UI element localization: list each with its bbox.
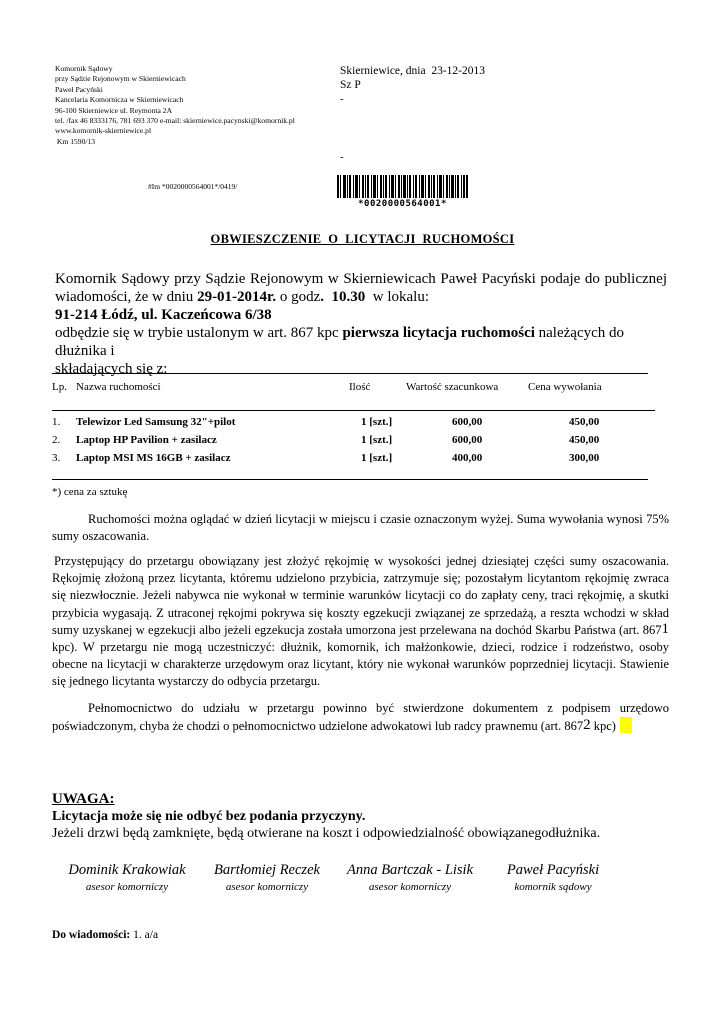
proxy-paragraph [52, 700, 669, 735]
table-cell-lp: 3. [52, 452, 61, 464]
intro-text: . [320, 289, 332, 305]
sender-line: przy Sądzie Rejonowym w Skierniewicach [55, 74, 186, 84]
signature-block [473, 862, 633, 893]
intro-line: Komornik Sądowy przy Sądzie Rejonowym w Skierniewicach Paweł Pacyński podaje do publicznej [55, 271, 667, 287]
notice-line: Jeżeli drzwi będą zamknięte, będą otwierane na koszt i odpowiedzialność obowiązanegodłużnika. [52, 826, 601, 841]
sender-line: Kancelaria Komornicza w Skierniewicach [55, 95, 184, 105]
table-cell-price: 450,00 [569, 434, 600, 446]
notice-heading: UWAGA: [52, 791, 115, 807]
sender-line: www.komornik-skierniewice.pl [55, 126, 152, 136]
table-cell-lp: 2. [52, 434, 61, 446]
intro-line: składających się z: [55, 361, 168, 377]
intro-line [55, 288, 667, 306]
column-header-lp: Lp. [52, 381, 67, 393]
signature-block [330, 862, 490, 893]
signatory-name: Dominik Krakowiak [68, 862, 186, 878]
sender-line: Paweł Pacyński [55, 84, 103, 94]
table-cell-value: 600,00 [452, 434, 483, 446]
auction-address: 91-214 Łódź, ul. Kaczeńcowa 6/38 [55, 307, 272, 323]
auction-time: 10.30 [331, 289, 366, 305]
table-cell-qty: 1 [szt.] [361, 452, 393, 464]
signatory-role: komornik sądowy [514, 881, 592, 893]
distribution-line [52, 929, 158, 941]
table-cell-name: Laptop HP Pavilion + zasilacz [76, 434, 217, 446]
dash-mark: - [340, 151, 344, 163]
reference: Sz P [340, 79, 361, 91]
intro-line [55, 324, 667, 360]
table-cell-name: Laptop MSI MS 16GB + zasilacz [76, 452, 231, 464]
table-cell-price: 450,00 [569, 416, 600, 428]
signatory-role: asesor komorniczy [225, 881, 309, 893]
distribution-label: Do wiadomości: [52, 929, 131, 941]
auction-type: pierwsza licytacja ruchomości [342, 325, 535, 341]
signatory-role: asesor komorniczy [368, 881, 452, 893]
table-cell-price: 300,00 [569, 452, 600, 464]
intro-text: w lokalu: [365, 289, 430, 305]
signature-block [47, 862, 207, 893]
signatory-role: asesor komorniczy [85, 881, 169, 893]
intro-text: o godz [276, 289, 321, 305]
table-cell-value: 600,00 [452, 416, 483, 428]
column-header-value: Wartość szacunkowa [406, 381, 499, 393]
table-top-rule [52, 373, 648, 374]
paragraph-text: Przystępujący do przetargu obowiązany jest złożyć rękojmię w wysokości jednej dziesiątej części sumy oszacowania. Rękojmię złożoną przez licytanta, któremu udzielono przybicia, zatrzymuje się; pozostałym licytantom rękojmię zwraca się niezwłocznie. Jeżeli nabywca nie wykonał w terminie warunków licytacji co do zapłaty ceny, traci rękojmię, a skutki przybicia wygasają. Z utraconej rękojmi pokrywa się koszty egzekucji związanej ze sprzedażą, a reszta wchodzi w skład sumy uzyskanej w egzekucji albo jeżeli egzekucja została umorzona jest przelewana na dochód Skarbu Państwa (art. 867 [52, 554, 669, 637]
table-bottom-rule [52, 479, 648, 480]
sender-line: 96-100 Skierniewice ul. Reymonta 2A [55, 105, 173, 115]
barcode-reference: #Im *0020000564001*/0419/ [148, 182, 238, 191]
signature-block [187, 862, 347, 893]
paragraph-text: kpc) [590, 719, 616, 734]
paragraph-text: Pełnomocnictwo do udziału w przetargu powinno być stwierdzone dokumentem z podpisem urzędowo poświadczonym, chyba że chodzi o pełnomocnictwo udzielone adwokatowi lub radcy prawnemu (art. 867 [52, 701, 669, 734]
price-note: *) cena za sztukę [52, 486, 128, 498]
table-cell-lp: 1. [52, 416, 61, 428]
sender-line: Komornik Sądowy [55, 64, 113, 73]
document-title: OBWIESZCZENIE O LICYTACJI RUCHOMOŚCI [210, 232, 515, 246]
intro-text: należących do dłużnika i [55, 325, 625, 359]
paragraph-text: kpc). W przetargu nie mogą uczestniczyć: dłużnik, komornik, ich małżonkowie, dzieci, rodzice i rodzeństwo, osoby obecne na licytacji w charakterze urzędowym oraz licytant, który nie wykonał warunków poprzedniej licytacji. Stawienie się jednego licytanta wystarczy do odbycia przetargu. [52, 640, 669, 689]
intro-text: wiadomości, że w dniu [55, 289, 198, 305]
article-superscript: 2 [583, 717, 591, 734]
viewing-paragraph [52, 511, 669, 545]
column-header-qty: Ilość [349, 381, 371, 393]
signatory-name: Anna Bartczak - Lisik [346, 862, 474, 878]
signatory-name: Bartłomiej Reczek [214, 862, 320, 878]
signatory-name: Paweł Pacyński [506, 862, 600, 878]
table-cell-qty: 1 [szt.] [361, 434, 393, 446]
deposit-paragraph [52, 553, 669, 691]
barcode-text: *0020000564001* [358, 199, 447, 209]
sender-line: tel. /fax 46 8333176, 781 693 370 e-mail: skierniewice.pacynski@komornik.pl [55, 116, 295, 126]
dash-mark: - [340, 93, 344, 105]
intro-text: odbędzie się w trybie ustalonym w art. 867 kpc [55, 325, 343, 341]
highlight-mark [620, 717, 632, 733]
table-cell-value: 400,00 [452, 452, 483, 464]
notice-line: Licytacja może się nie odbyć bez podania przyczyny. [52, 809, 366, 824]
place-date: Skierniewice, dnia 23-12-2013 [340, 65, 485, 77]
table-cell-qty: 1 [szt.] [361, 416, 393, 428]
paragraph-text [52, 553, 669, 691]
paragraph-text [52, 700, 669, 735]
paragraph-text: Ruchomości można oglądać w dzień licytacji w miejscu i czasie oznaczonym wyżej. Suma wywołania wynosi 75% sumy oszacowania. [52, 512, 669, 544]
sender-block [55, 64, 295, 147]
auction-date: 29-01-2014r. [197, 289, 277, 305]
place-date-block [340, 64, 485, 106]
case-number: Km 1590/13 [55, 136, 96, 146]
table-cell-name: Telewizor Led Samsung 32"+pilot [76, 416, 236, 428]
article-superscript: 1 [661, 620, 669, 637]
distribution-value: 1. a/a [130, 929, 159, 941]
intro-paragraph [55, 270, 667, 378]
column-header-price: Cena wywołania [528, 381, 602, 393]
table-header-rule [52, 410, 655, 411]
column-header-name: Nazwa ruchomości [76, 381, 161, 393]
